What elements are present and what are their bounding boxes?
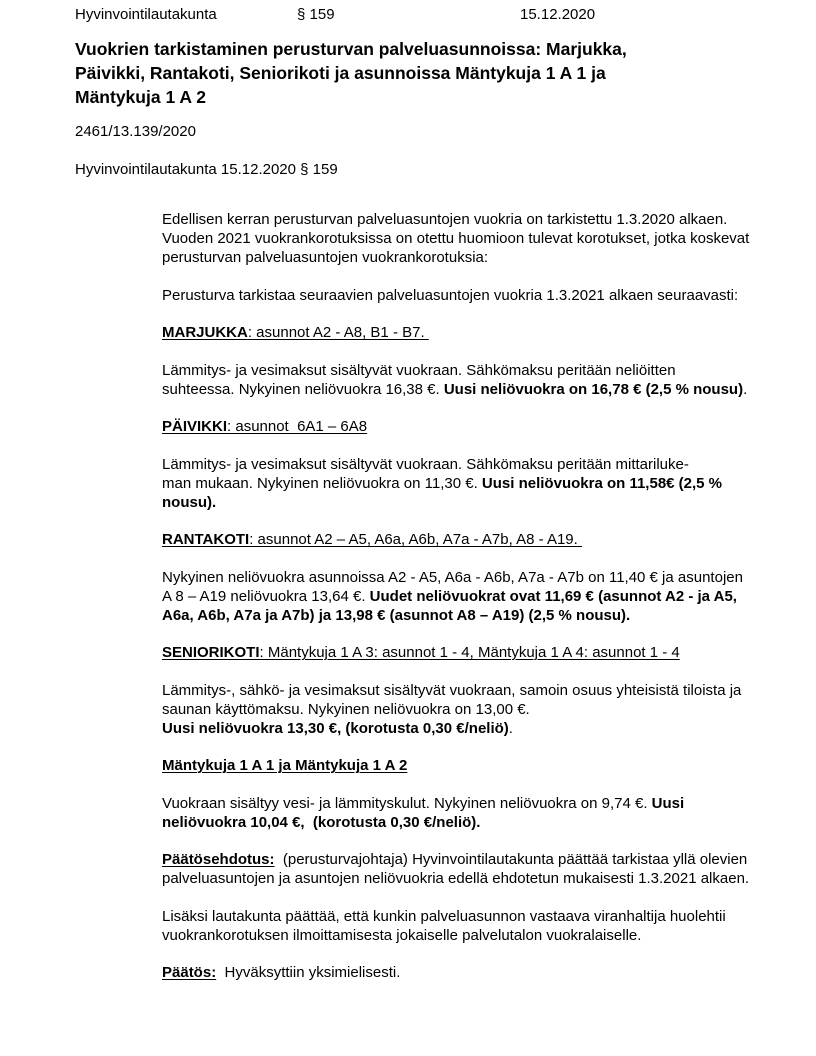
marjukka-heading-underline (162, 324, 429, 341)
decision-text: Hyväksyttiin yksimielisesti. (216, 964, 401, 981)
decision-proposal-text: (perusturvajohtaja) Hyvinvointilautakunta päättää tarkistaa yllä olevien palveluasuntojen ja asuntojen neliövuokria edellä ehdotetun mukaisesti 1.3.2021 alkaen. (162, 851, 752, 887)
additional-decision-paragraph: Lisäksi lautakunta päättää, että kunkin palveluasunnon vastaava viranhaltija huolehtii vuokrankorotuksen ilmoittamisesta jokaiselle palvelutalon vuokralaiselle. (162, 907, 730, 944)
header-section-number: § 159 (297, 6, 335, 23)
paivikki-body-line1: Lämmitys- ja vesimaksut sisältyvät vuokraan. Sähkömaksu peritään mittariluke- (162, 455, 689, 473)
seniorikoti-section-name: SENIORIKOTI (162, 644, 260, 661)
marjukka-body-tail: . (743, 380, 748, 398)
seniorikoti-body-text: Lämmitys-, sähkö- ja vesimaksut sisältyvät vuokraan, samoin osuus yhteisistä tiloista ja saunan käyttömaksu. Nykyinen neliövuokra on 13,00 €. (162, 681, 746, 718)
rantakoti-heading-detail: : asunnot A2 – A5, A6a, A6b, A7a - A7b, A8 - A19. (249, 531, 582, 548)
rantakoti-body-bold: Uudet neliövuokrat ovat 11,69 € (asunnot A2 - ja A5, A6a, A6b, A7a ja A7b) ja 13,98 € (asunnot A8 – A19) (2,5 % nousu). (162, 587, 741, 624)
mantykuja-heading-text: Mäntykuja 1 A 1 ja Mäntykuja 1 A 2 (162, 757, 408, 774)
mantykuja-body (162, 794, 752, 832)
decision-paragraph (162, 963, 752, 982)
body-column (162, 210, 752, 1001)
header-date: 15.12.2020 (520, 6, 596, 23)
intro-paragraph-2: Perusturva tarkistaa seuraavien palveluasuntojen vuokria 1.3.2021 alkaen seuraavasti: (162, 286, 739, 304)
header-committee: Hyvinvointilautakunta (75, 6, 217, 23)
paivikki-body-line2: man mukaan. Nykyinen neliövuokra on 11,30 €. (162, 474, 482, 492)
seniorikoti-heading-detail: : Mäntykuja 1 A 3: asunnot 1 - 4, Mäntykuja 1 A 4: asunnot 1 - 4 (259, 644, 680, 661)
paivikki-body-bold: Uusi neliövuokra on 11,58€ (2,5 % nousu). (162, 474, 727, 511)
rantakoti-body-text: Nykyinen neliövuokra asunnoissa A2 - A5, A6a - A6b, A7a - A7b on 11,40 € ja asuntojen A 8 – A19 neliövuokra 13,64 €. (162, 568, 747, 605)
diary-number: 2461/13.139/2020 (75, 123, 196, 140)
mantykuja-body-text: Vuokraan sisältyy vesi- ja lämmityskulut. Nykyinen neliövuokra on 9,74 €. (162, 794, 652, 812)
section-heading-rantakoti (162, 530, 752, 549)
decision-label: Päätös: (162, 964, 217, 981)
section-heading-marjukka (162, 323, 752, 342)
seniorikoti-body-bold: Uusi neliövuokra 13,30 €, (korotusta 0,30 €/neliö) (162, 719, 509, 737)
seniorikoti-heading-underline (162, 644, 680, 661)
marjukka-body-text: Lämmitys- ja vesimaksut sisältyvät vuokraan. Sähkömaksu peritään neliöitten suhteessa. Nykyinen neliövuokra 16,38 €. (162, 361, 680, 398)
paivikki-heading-detail: : asunnot 6A1 – 6A8 (227, 418, 368, 435)
paivikki-section-name: PÄIVIKKI (162, 418, 228, 435)
section-heading-seniorikoti (162, 643, 752, 662)
rantakoti-body (162, 568, 752, 625)
seniorikoti-body (162, 681, 752, 738)
decision-proposal-paragraph (162, 850, 752, 888)
subheading: Hyvinvointilautakunta 15.12.2020 § 159 (75, 161, 338, 178)
paivikki-heading-underline (162, 418, 367, 435)
marjukka-body-bold: Uusi neliövuokra on 16,78 € (2,5 % nousu) (443, 380, 744, 398)
section-heading-paivikki (162, 417, 752, 436)
rantakoti-heading-underline (162, 531, 582, 548)
seniorikoti-body-tail: . (508, 719, 513, 737)
marjukka-body (162, 361, 752, 399)
intro-paragraph-1: Edellisen kerran perusturvan palveluasuntojen vuokria on tarkistettu 1.3.2020 alkaen. Vuoden 2021 vuokrankorotuksissa on otettu huomioon tulevat korotukset, jotka koskevat perusturvan palveluasuntojen vuokrankorotuksia: (162, 211, 754, 266)
marjukka-heading-detail: : asunnot A2 - A8, B1 - B7. (247, 324, 429, 341)
paivikki-body (162, 455, 752, 512)
marjukka-section-name: MARJUKKA (162, 324, 248, 341)
document-title: Vuokrien tarkistaminen perusturvan palveluasunnoissa: Marjukka, Päivikki, Rantakoti, Seniorikoti ja asunnoissa Mäntykuja 1 A 1 ja Mäntykuja 1 A 2 (75, 39, 627, 107)
decision-proposal-label: Päätösehdotus: (162, 851, 275, 868)
section-heading-mantykuja (162, 756, 752, 775)
mantykuja-body-bold: Uusi neliövuokra 10,04 €, (korotusta 0,30 €/neliö). (162, 794, 689, 831)
rantakoti-section-name: RANTAKOTI (162, 531, 250, 548)
page-header-row (0, 5, 816, 24)
